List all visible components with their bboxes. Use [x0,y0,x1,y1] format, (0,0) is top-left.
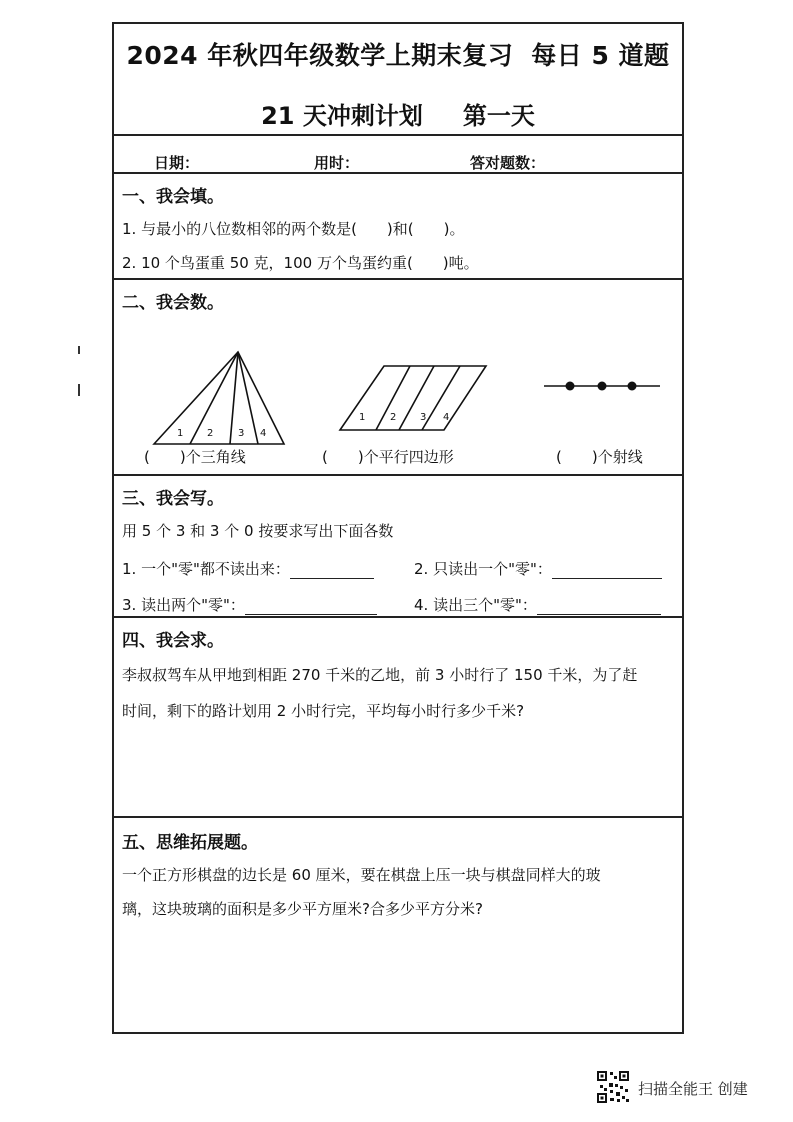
section3-intro: 用 5 个 3 和 3 个 0 按要求写出下面各数 [122,522,394,540]
section3-q2 [414,558,662,579]
triangle-label-3: 3 [238,428,245,439]
qr-code-icon [596,1070,630,1104]
scanner-watermark [596,1070,786,1110]
section5-line2: 璃，这块玻璃的面积是多少平方厘米?合多少平方分米? [122,900,483,918]
section-count [114,280,682,476]
section4-line2: 时间，剩下的路计划用 2 小时行完，平均每小时行多少千米? [122,702,525,720]
section-fill [114,174,682,280]
section3-q4-blank[interactable] [537,614,661,615]
section5-line1: 一个正方形棋盘的边长是 60 厘米，要在棋盘上压一块与棋盘同样大的玻 [122,866,601,884]
date-field[interactable] [154,152,303,173]
time-blank[interactable] [359,172,461,173]
time-label: 用时： [314,154,360,172]
triangle-label-1: 1 [177,428,184,439]
section3-q1 [122,558,374,579]
header [114,24,682,136]
watermark-text: 扫描全能王 创建 [638,1080,748,1098]
section-thinking [114,818,682,1032]
section4-title: 四、我会求。 [122,631,224,651]
parallelogram-label-4: 4 [443,412,450,423]
caption-rays: ( )个射线 [556,448,643,466]
scan-mark [78,346,80,354]
page-subtitle [114,96,682,131]
section3-q3-text: 3. 读出两个"零"： [122,596,245,614]
scan-mark [78,384,80,396]
date-blank[interactable] [199,172,303,173]
parallelogram-label-1: 1 [359,412,366,423]
parallelogram-label-2: 2 [390,412,397,423]
section1-title: 一、我会填。 [122,187,224,207]
subtitle-left: 21 天冲刺计划 [261,102,423,130]
correct-field[interactable] [470,152,657,173]
triangle-label-4: 4 [260,428,267,439]
subtitle-right: 第一天 [462,102,535,130]
worksheet [112,22,684,1034]
section3-q3-blank[interactable] [245,614,377,615]
section5-title: 五、思维拓展题。 [122,833,258,853]
parallelogram-label-3: 3 [420,412,427,423]
section-write [114,476,682,618]
page-title [114,36,682,72]
line-points-figure [544,382,660,391]
correct-label: 答对题数： [470,154,546,172]
section2-title: 二、我会数。 [122,293,224,313]
section3-q1-blank[interactable] [290,578,374,579]
section-solve [114,618,682,818]
title-right: 每日 5 道题 [531,41,670,70]
section1-q1: 1. 与最小的八位数相邻的两个数是( )和( )。 [122,220,465,238]
section3-title: 三、我会写。 [122,489,224,509]
section4-line1: 李叔叔驾车从甲地到相距 270 千米的乙地，前 3 小时行了 150 千米，为了赶 [122,666,638,684]
info-row [114,136,682,174]
section3-q1-text: 1. 一个"零"都不读出来： [122,560,290,578]
caption-triangles: ( )个三角线 [144,448,246,466]
section1-q2: 2. 10 个鸟蛋重 50 克，100 万个鸟蛋约重( )吨。 [122,254,479,272]
date-label: 日期： [154,154,200,172]
section3-q2-text: 2. 只读出一个"零"： [414,560,552,578]
correct-blank[interactable] [545,172,657,173]
section3-q4-text: 4. 读出三个"零"： [414,596,537,614]
title-left: 2024 年秋四年级数学上期末复习 [126,41,514,70]
time-field[interactable] [314,152,461,173]
section3-q3 [122,594,377,615]
triangle-label-2: 2 [207,428,214,439]
section3-q4 [414,594,661,615]
section3-q2-blank[interactable] [552,578,662,579]
caption-parallelograms: ( )个平行四边形 [322,448,454,466]
